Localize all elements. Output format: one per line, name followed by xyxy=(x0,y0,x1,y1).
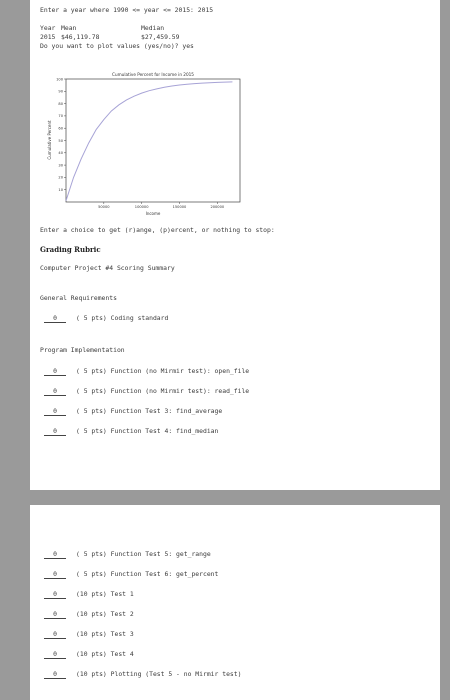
header-mean: Mean xyxy=(61,24,77,32)
series-line xyxy=(66,82,232,201)
points-value: (10 pts) xyxy=(76,590,107,598)
y-tick-label: 50 xyxy=(58,138,63,143)
rubric-row xyxy=(44,550,211,559)
program-implementation-heading: Program Implementation xyxy=(40,346,125,354)
rubric-row xyxy=(44,407,222,416)
item-description: Coding standard xyxy=(110,314,169,322)
y-tick-label: 20 xyxy=(58,175,63,180)
rubric-row xyxy=(44,650,134,659)
y-tick-label: 70 xyxy=(58,114,63,119)
choice-prompt-line: Enter a choice to get (r)ange, (p)ercent, or nothing to stop: xyxy=(40,226,275,234)
points-value: ( 5 pts) xyxy=(76,427,107,435)
rubric-row xyxy=(44,570,218,579)
rubric-row xyxy=(44,590,134,599)
rubric-row xyxy=(44,670,241,679)
chart-title: Cumulative Percent for Income in 2015 xyxy=(112,72,194,77)
points-value: ( 5 pts) xyxy=(76,570,107,578)
item-description: Function Test 5: get_range xyxy=(110,550,211,558)
header-median: Median xyxy=(141,24,165,32)
y-tick-label: 80 xyxy=(58,101,63,106)
points-value: ( 5 pts) xyxy=(76,314,107,322)
rubric-row xyxy=(44,630,134,639)
points-value: ( 5 pts) xyxy=(76,367,107,375)
score-value: 0 xyxy=(44,387,66,396)
score-value: 0 xyxy=(44,314,66,323)
score-value: 0 xyxy=(44,610,66,619)
score-value: 0 xyxy=(44,367,66,376)
item-description: Function (no Mirmir test): open_file xyxy=(110,367,250,375)
y-tick-label: 10 xyxy=(58,188,63,192)
item-description: Test 1 xyxy=(110,590,134,598)
x-tick-label: 50000 xyxy=(98,205,110,209)
points-value: (10 pts) xyxy=(76,610,107,618)
plot-prompt-line: Do you want to plot values (yes/no)? yes xyxy=(40,42,194,50)
rubric-summary: Computer Project #4 Scoring Summary xyxy=(40,264,175,272)
item-description: Test 4 xyxy=(110,650,134,658)
x-tick-label: 150000 xyxy=(172,205,187,209)
score-value: 0 xyxy=(44,630,66,639)
row-year: 2015 xyxy=(40,33,56,41)
header-year: Year xyxy=(40,24,56,32)
item-description: Plotting (Test 5 - no Mirmir test) xyxy=(110,670,242,678)
year-prompt-line: Enter a year where 1990 <= year <= 2015: 2015 xyxy=(40,6,214,14)
score-value: 0 xyxy=(44,650,66,659)
points-value: ( 5 pts) xyxy=(76,550,107,558)
item-description: Test 2 xyxy=(110,610,134,618)
item-description: Function Test 3: find_average xyxy=(110,407,223,415)
y-tick-label: 30 xyxy=(58,163,63,168)
score-value: 0 xyxy=(44,407,66,416)
rubric-row xyxy=(44,427,218,436)
document-page-2 xyxy=(30,505,440,700)
y-tick-label: 100 xyxy=(56,77,63,82)
document-page-1 xyxy=(30,0,440,490)
x-axis-label: Income xyxy=(145,211,161,216)
y-axis-label: Cumulative Percent xyxy=(47,120,52,160)
rubric-row xyxy=(44,610,134,619)
cumulative-percent-chart xyxy=(36,68,246,216)
row-mean: $46,119.78 xyxy=(61,33,100,41)
y-tick-label: 40 xyxy=(58,151,63,156)
points-value: (10 pts) xyxy=(76,630,107,638)
general-requirements-heading: General Requirements xyxy=(40,294,117,302)
item-description: Function (no Mirmir test): read_file xyxy=(110,387,250,395)
item-description: Function Test 6: get_percent xyxy=(110,570,219,578)
plot-frame xyxy=(66,79,240,202)
row-median: $27,459.59 xyxy=(141,33,180,41)
points-value: (10 pts) xyxy=(76,670,107,678)
y-ticks xyxy=(56,77,66,192)
x-tick-label: 200000 xyxy=(210,205,225,209)
x-tick-label: 100000 xyxy=(134,205,149,209)
score-value: 0 xyxy=(44,570,66,579)
points-value: (10 pts) xyxy=(76,650,107,658)
points-value: ( 5 pts) xyxy=(76,387,107,395)
rubric-title: Grading Rubric xyxy=(40,245,101,254)
rubric-row xyxy=(44,387,249,396)
rubric-row xyxy=(44,314,168,323)
score-value: 0 xyxy=(44,590,66,599)
score-value: 0 xyxy=(44,427,66,436)
rubric-row xyxy=(44,367,249,376)
y-tick-label: 60 xyxy=(58,126,63,131)
score-value: 0 xyxy=(44,670,66,679)
points-value: ( 5 pts) xyxy=(76,407,107,415)
x-ticks xyxy=(98,202,225,209)
item-description: Test 3 xyxy=(110,630,134,638)
item-description: Function Test 4: find_median xyxy=(110,427,219,435)
score-value: 0 xyxy=(44,550,66,559)
y-tick-label: 90 xyxy=(58,89,63,94)
